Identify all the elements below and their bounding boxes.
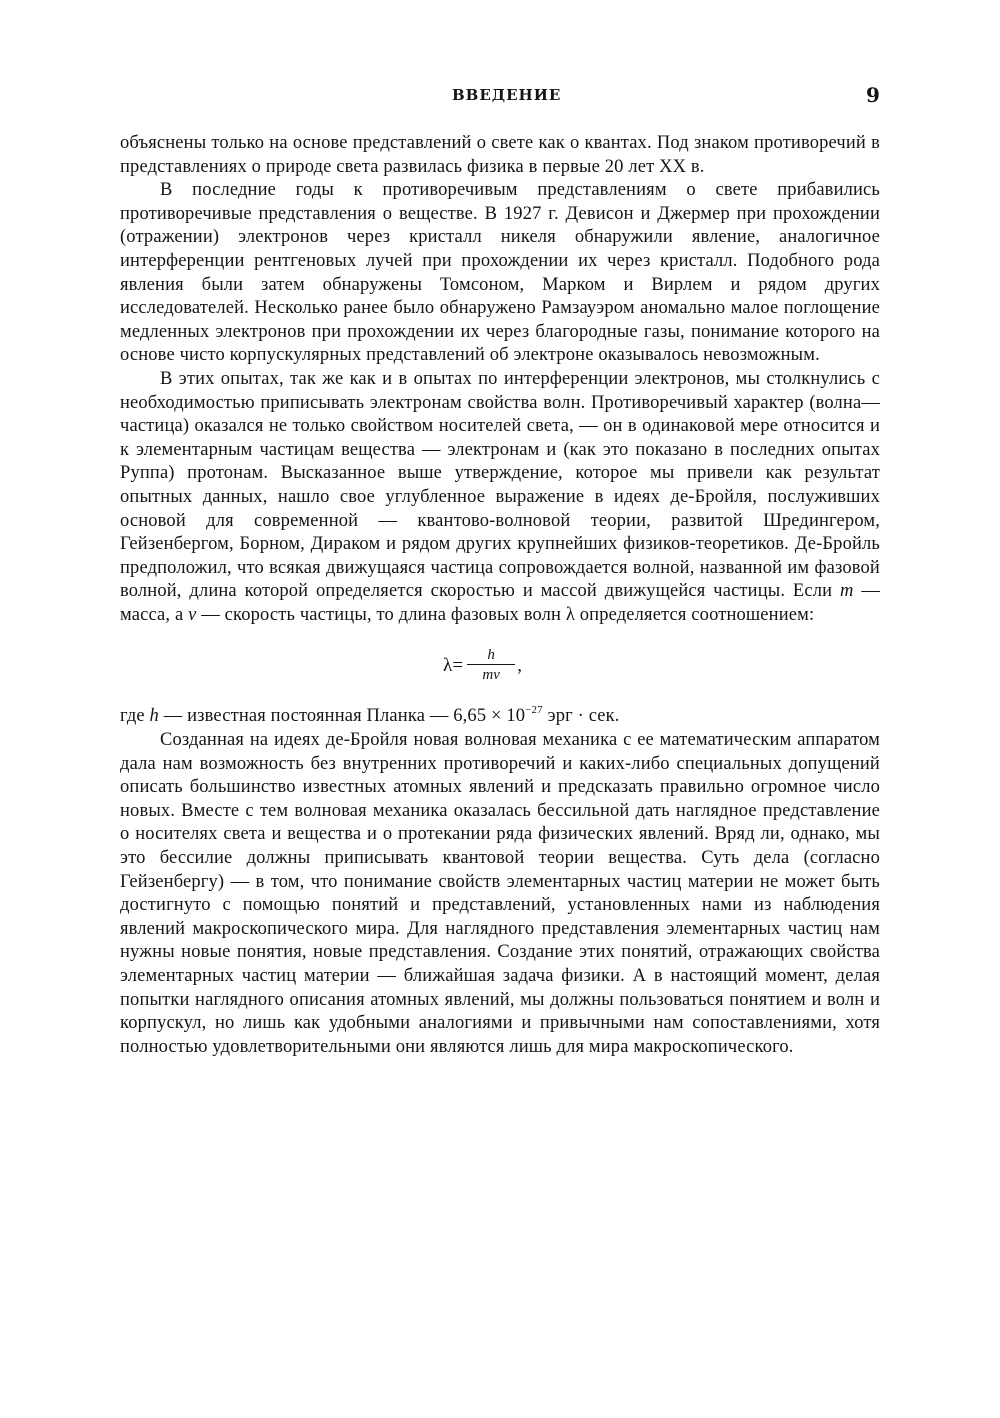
paragraph-electron-diffraction: В последние годы к противоречивым представлениям о свете прибавились противоречивые представления о веществе. В 1927 г. Девисон и Джермер при прохождении (отражении) электронов через кристалл никеля обнаружили явление, аналогичное интерференции рентгеновых лучей при прохождении их через кристалл. Подобного рода явления были затем обнаружены Томсоном, Марком и Вирлем и рядом других исследователей. Несколько ранее было обнаружено Рамзауэром аномально малое поглощение медленных электронов при прохождении их через благородные газы, понимание которого на основе чисто корпускулярных представлений об электроне оказывалось невозможным.: [120, 180, 880, 366]
formula-block: [120, 627, 880, 705]
paragraph-wave-mechanics: Созданная на идеях де-Бройля новая волновая механика с ее математическим аппаратом дала нам возможность без внутренних противоречий и каких-либо специальных допущений описать большинство известных атомных явлений и предсказать правильно огромное число новых. Вместе с тем волновая механика оказалась бессильной дать наглядное представление о носителях света и вещества и о протекании ряда физических явлений. Вряд ли, однако, мы это бессилие должны приписывать квантовой теории вещества. Суть дела (согласно Гейзенбергу) — в том, что понимание свойств элементарных частиц материи не может быть достигнуто с помощью понятий и представлений, установленных нами из наблюдения явлений макроскопического мира. Для наглядного представления элементарных частиц нам нужны новые понятия, новые представления. Создание этих понятий, отражающих свойства элементарных частиц материи — ближайшая задача физики. А в настоящий момент, делая попытки наглядного описания атомных явлений, мы должны пользоваться понятием и волн и корпускул, но лишь как удобными аналогиями и привычными нам сопоставлениями, хотя полностью удовлетворительными они являются лишь для мира макроскопического.: [120, 730, 880, 1057]
paragraph-de-broglie-text: В этих опытах, так же как и в опытах по интерференции электронов, мы столкнулись с необходимостью приписывать электронам свойства волн. Противоречивый характер (волна—частица) оказался не только свойством носителей света, — он в одинаковой мере относится и к элементарным частицам вещества — электронам и (как это показано в последних опытах Руппа) протонам. Высказанное выше утверждение, которое мы привели как результат опытных данных, нашло свое углубленное выражение в идеях де-Бройля, послуживших основой для современной — квантово-волновой теории, развитой Шредингером, Гейзенбергом, Борном, Дираком и рядом других крупнейших физиков-теоретиков. Де-Бройль предположил, что всякая движущаяся частица сопровождается волной, названной им фазовой волной, длина которой определяется скоростью и массой движущейся частицы. Если: [120, 368, 880, 602]
running-head: [0, 83, 1000, 110]
formula-note: [120, 705, 880, 729]
formula-note-prefix: где: [120, 706, 150, 727]
variable-v: v: [188, 604, 197, 625]
symbol-lambda: λ: [565, 604, 575, 625]
page-number: 9: [866, 83, 880, 107]
planck-exponent: −27: [525, 704, 543, 717]
formula-trailing-comma: ,: [517, 654, 523, 676]
formula-note-units: эрг · сек.: [542, 706, 620, 727]
variable-h: h: [149, 706, 159, 727]
body-text: [120, 132, 880, 1059]
formula-lhs: λ=: [443, 654, 464, 676]
formula-note-text: — известная постоянная Планка — 6,65 × 10: [158, 706, 526, 727]
running-title: ВВЕДЕНИЕ: [452, 86, 562, 104]
formula-numerator: h: [467, 647, 515, 665]
paragraph-de-broglie-end: определяется соотношением:: [574, 604, 815, 625]
paragraph-de-broglie: [120, 368, 880, 628]
paragraph-continuation: объяснены только на основе представлений о свете как о квантах. Под знаком противоречий в представлениях о природе света развилась физика в первые 20 лет XX в.: [120, 133, 880, 177]
formula-fraction: [467, 647, 515, 683]
formula-denominator: mv: [482, 667, 501, 684]
variable-m: m: [840, 581, 854, 602]
de-broglie-formula: [443, 647, 522, 683]
paragraph-de-broglie-mid1: — масса, а: [120, 581, 880, 625]
paragraph-de-broglie-mid2: — скорость частицы, то длина фазовых волн: [196, 604, 566, 625]
